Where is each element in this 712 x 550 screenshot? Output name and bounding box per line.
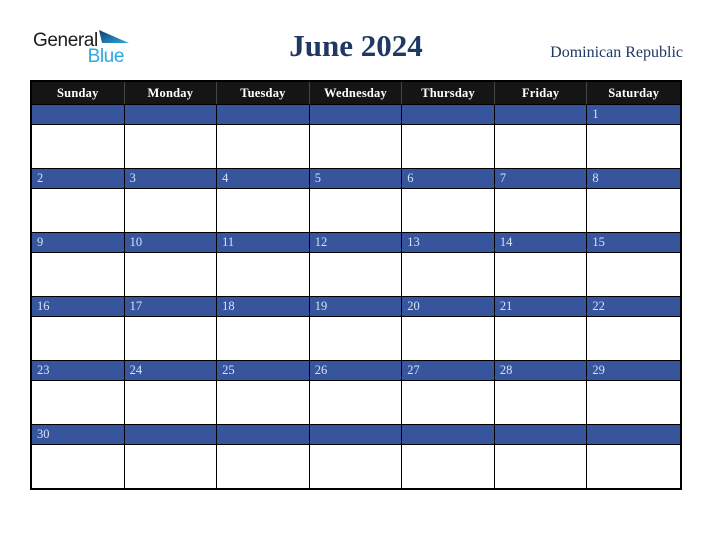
- date-cell: 28: [495, 360, 588, 380]
- day-space-cell: [587, 252, 680, 296]
- date-cell: 18: [217, 296, 310, 316]
- date-cell: 9: [32, 232, 125, 252]
- day-space-cell: [495, 444, 588, 488]
- day-space-cell: [587, 188, 680, 232]
- day-space-cell: [587, 124, 680, 168]
- day-space-cell: [125, 444, 218, 488]
- day-space-cell: [310, 188, 403, 232]
- day-header-friday: Friday: [495, 82, 588, 104]
- date-cell: 29: [587, 360, 680, 380]
- date-cell: 30: [32, 424, 125, 444]
- day-space-cell: [587, 444, 680, 488]
- date-cell: 4: [217, 168, 310, 188]
- date-cell: 23: [32, 360, 125, 380]
- day-space-cell: [310, 124, 403, 168]
- day-space-cell: [495, 124, 588, 168]
- date-cell: [125, 104, 218, 124]
- day-space-cell: [495, 252, 588, 296]
- country-label: Dominican Republic: [550, 44, 683, 61]
- date-cell: 24: [125, 360, 218, 380]
- day-space-cell: [495, 316, 588, 360]
- day-space-cell: [402, 188, 495, 232]
- day-space-cell: [402, 316, 495, 360]
- day-space-cell: [310, 380, 403, 424]
- day-space-cell: [32, 124, 125, 168]
- date-cell: 11: [217, 232, 310, 252]
- day-space-cell: [125, 252, 218, 296]
- date-cell: 25: [217, 360, 310, 380]
- date-cell: 8: [587, 168, 680, 188]
- date-cell: 27: [402, 360, 495, 380]
- day-space-cell: [402, 444, 495, 488]
- calendar-table: [30, 80, 682, 490]
- logo-text-general: General: [33, 30, 98, 51]
- day-header-saturday: Saturday: [587, 82, 680, 104]
- day-space-cell: [32, 444, 125, 488]
- date-cell: 13: [402, 232, 495, 252]
- date-cell: 19: [310, 296, 403, 316]
- day-header-wednesday: Wednesday: [310, 82, 403, 104]
- date-cell: 14: [495, 232, 588, 252]
- date-cell: 22: [587, 296, 680, 316]
- day-space-cell: [125, 188, 218, 232]
- date-cell: 5: [310, 168, 403, 188]
- day-space-cell: [587, 316, 680, 360]
- date-cell: [217, 104, 310, 124]
- date-cell: 10: [125, 232, 218, 252]
- date-cell: 3: [125, 168, 218, 188]
- day-space-cell: [217, 188, 310, 232]
- date-cell: 6: [402, 168, 495, 188]
- day-space-cell: [310, 444, 403, 488]
- date-cell: [495, 104, 588, 124]
- day-header-sunday: Sunday: [32, 82, 125, 104]
- date-cell: 1: [587, 104, 680, 124]
- day-space-cell: [402, 124, 495, 168]
- day-space-cell: [32, 380, 125, 424]
- date-cell: [402, 104, 495, 124]
- date-cell: [402, 424, 495, 444]
- day-space-cell: [495, 188, 588, 232]
- day-space-cell: [217, 444, 310, 488]
- day-space-cell: [217, 316, 310, 360]
- date-cell: 16: [32, 296, 125, 316]
- day-space-cell: [402, 252, 495, 296]
- date-cell: 15: [587, 232, 680, 252]
- date-cell: [125, 424, 218, 444]
- day-space-cell: [587, 380, 680, 424]
- day-space-cell: [32, 188, 125, 232]
- logo-text-blue: Blue: [87, 46, 124, 67]
- day-space-cell: [32, 316, 125, 360]
- day-space-cell: [125, 124, 218, 168]
- date-cell: 20: [402, 296, 495, 316]
- date-cell: [587, 424, 680, 444]
- date-cell: [310, 104, 403, 124]
- day-header-tuesday: Tuesday: [217, 82, 310, 104]
- day-space-cell: [310, 252, 403, 296]
- date-cell: [217, 424, 310, 444]
- date-cell: 12: [310, 232, 403, 252]
- day-space-cell: [310, 316, 403, 360]
- day-space-cell: [125, 380, 218, 424]
- day-header-thursday: Thursday: [402, 82, 495, 104]
- date-cell: 17: [125, 296, 218, 316]
- day-space-cell: [402, 380, 495, 424]
- date-cell: [32, 104, 125, 124]
- date-cell: 21: [495, 296, 588, 316]
- date-cell: [310, 424, 403, 444]
- day-space-cell: [125, 316, 218, 360]
- day-space-cell: [217, 380, 310, 424]
- day-space-cell: [217, 124, 310, 168]
- day-space-cell: [495, 380, 588, 424]
- date-cell: 7: [495, 168, 588, 188]
- date-cell: 2: [32, 168, 125, 188]
- date-cell: [495, 424, 588, 444]
- page-title: June 2024: [289, 28, 423, 63]
- date-cell: 26: [310, 360, 403, 380]
- day-header-monday: Monday: [125, 82, 218, 104]
- day-space-cell: [217, 252, 310, 296]
- day-space-cell: [32, 252, 125, 296]
